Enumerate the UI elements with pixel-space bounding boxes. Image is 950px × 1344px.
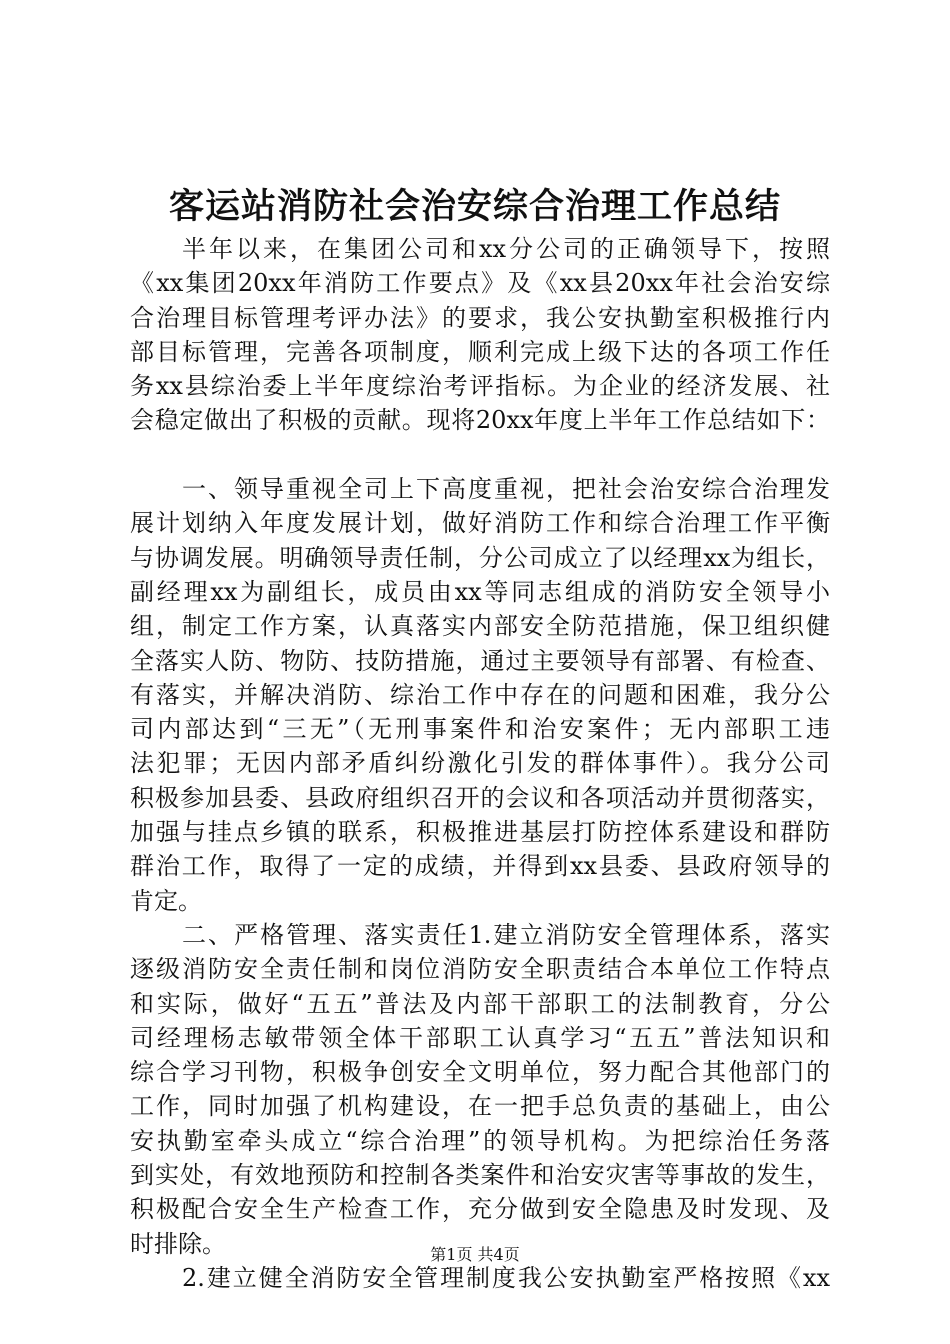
document-title: 客运站消防社会治安综合治理工作总结	[168, 186, 781, 227]
paragraph-line: 会稳定做出了积极的贡献。现将20xx年度上半年工作总结如下：	[130, 406, 830, 435]
paragraph-line: 司内部达到“三无”（无刑事案件和治安案件；无内部职工违	[130, 715, 830, 744]
paragraph-line: 工作，同时加强了机构建设，在一把手总负责的基础上，由公	[130, 1092, 830, 1121]
paragraph-line: 展计划纳入年度发展计划，做好消防工作和综合治理工作平衡	[130, 509, 830, 538]
paragraph-line: 积极参加县委、县政府组织召开的会议和各项活动并贯彻落实，	[130, 783, 830, 812]
paragraph-gap	[130, 438, 830, 472]
paragraph-line: 和实际，做好“五五”普法及内部干部职工的法制教育，分公	[130, 989, 830, 1018]
paragraph-line: 《xx集团20xx年消防工作要点》及《xx县20xx年社会治安综	[130, 269, 830, 298]
paragraph-line: 加强与挂点乡镇的联系，积极推进基层打防控体系建设和群防	[130, 818, 830, 847]
paragraph-line: 2.建立健全消防安全管理制度我公安执勤室严格按照《xx	[182, 1263, 830, 1292]
paragraph-line: 时排除。	[130, 1229, 226, 1258]
paragraph-line: 与协调发展。明确领导责任制，分公司成立了以经理xx为组长，	[130, 543, 830, 572]
document-body	[130, 232, 830, 1295]
paragraph-line: 半年以来，在集团公司和xx分公司的正确领导下，按照	[182, 235, 830, 263]
paragraph-line: 合治理目标管理考评办法》的要求，我公安执勤室积极推行内	[130, 303, 830, 332]
paragraph-line: 到实处，有效地预防和控制各类案件和治安灾害等事故的发生，	[130, 1161, 830, 1190]
paragraph-line: 全落实人防、物防、技防措施，通过主要领导有部署、有检查、	[130, 646, 830, 675]
paragraph-line: 法犯罪；无因内部矛盾纠纷激化引发的群体事件）。我分公司	[130, 749, 830, 778]
paragraph-line: 组，制定工作方案，认真落实内部安全防范措施，保卫组织健	[130, 612, 830, 641]
paragraph-line: 安执勤室牵头成立“综合治理”的领导机构。为把综治任务落	[130, 1126, 830, 1155]
paragraph-line: 部目标管理，完善各项制度，顺利完成上级下达的各项工作任	[130, 337, 830, 366]
paragraph-line: 一、领导重视全司上下高度重视，把社会治安综合治理发	[182, 475, 830, 504]
paragraph-line: 司经理杨志敏带领全体干部职工认真学习“五五”普法知识和	[130, 1023, 830, 1052]
paragraph-line: 二、严格管理、落实责任1.建立消防安全管理体系，落实	[182, 920, 830, 949]
paragraph-line: 有落实，并解决消防、综治工作中存在的问题和困难，我分公	[130, 680, 830, 709]
page-number: 第1页 共4页	[430, 1245, 520, 1264]
paragraph-line: 务xx县综治委上半年度综治考评指标。为企业的经济发展、社	[130, 372, 830, 401]
paragraph-line: 群治工作，取得了一定的成绩，并得到xx县委、县政府领导的	[130, 852, 830, 881]
paragraph-line: 逐级消防安全责任制和岗位消防安全职责结合本单位工作特点	[130, 955, 830, 984]
paragraph-line: 综合学习刊物，积极争创安全文明单位，努力配合其他部门的	[130, 1058, 830, 1087]
paragraph-line: 肯定。	[130, 886, 202, 915]
paragraph-line: 副经理xx为副组长，成员由xx等同志组成的消防安全领导小	[130, 577, 830, 606]
paragraph-line: 积极配合安全生产检查工作，充分做到安全隐患及时发现、及	[130, 1195, 830, 1224]
